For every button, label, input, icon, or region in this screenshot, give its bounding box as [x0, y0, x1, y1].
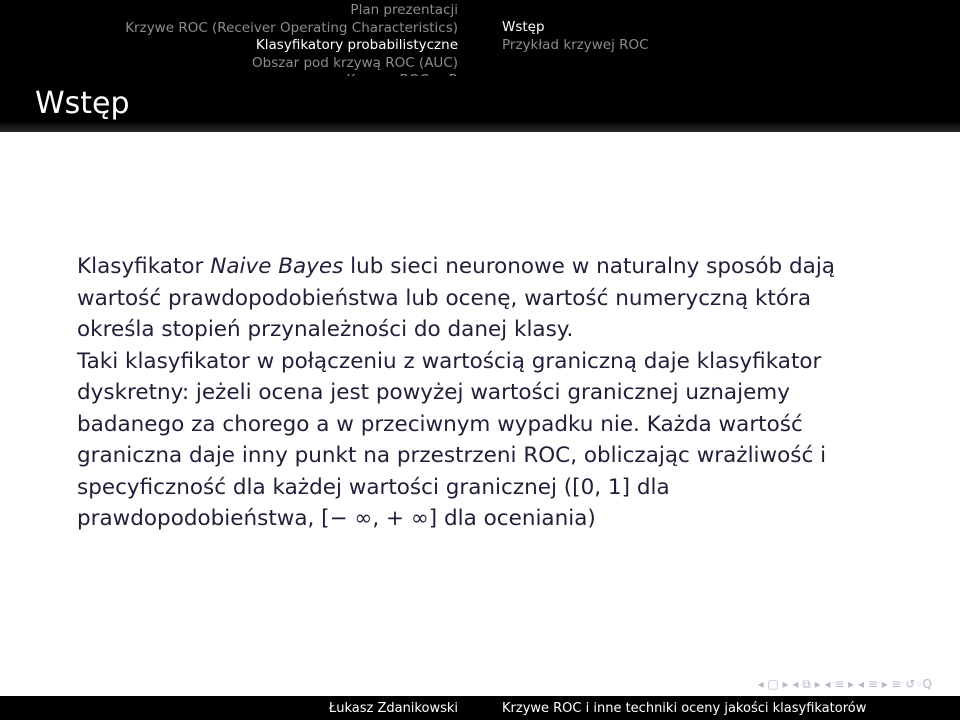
beamer-navigation-symbols[interactable]: ◂ ▢ ▸ ◂ ⧉ ▸ ◂ ≡ ▸ ◂ ≡ ▸ ≡ ↺◦Q — [757, 677, 932, 691]
nav-section-auc[interactable]: Obszar pod krzywą ROC (AUC) — [252, 54, 458, 71]
paragraph-2: Taki klasyfikator w połączeniu z wartością graniczną daje klasyfikator dyskretny: jeżeli ocena jest powyżej wartości granicznej uznajemy badanego za chorego a w przeciwnym wypadku nie. Każda wartość graniczna daje inny punkt na przestrzeni ROC, obliczając wrażliwość i specyficzność dla każdej wartości granicznej ([0, 1] dla prawdopodobieństwa, [− ∞, + ∞] dla oceniania) — [77, 348, 827, 531]
paragraph-1 — [77, 251, 877, 346]
nav-subsection-example[interactable]: Przykład krzywej ROC — [502, 36, 649, 53]
nav-section-plan[interactable]: Plan prezentacji — [350, 2, 458, 18]
section-navigation — [0, 0, 480, 76]
nav-subsection-intro[interactable]: Wstęp — [502, 19, 545, 35]
frame-title: Wstęp — [35, 86, 130, 121]
header-navigation — [0, 0, 960, 76]
paragraph-1-rest: lub sieci neuronowe w naturalny sposób dają wartość prawdopodobieństwa lub ocenę, wartość numeryczną która określa stopień przynależności do danej klasy. — [77, 254, 835, 342]
frame-title-bar — [0, 76, 960, 132]
nav-section-roc[interactable]: Krzywe ROC (Receiver Operating Characteristics) — [125, 19, 458, 36]
nav-section-probabilistic[interactable]: Klasyfikatory probabilistyczne — [255, 37, 458, 53]
paragraph-1-emphasis: Naive Bayes — [210, 254, 344, 279]
footer — [0, 696, 960, 720]
slide-content — [77, 251, 877, 535]
subsection-navigation — [480, 0, 960, 76]
paragraph-1-start: Klasyfikator — [77, 254, 211, 279]
footer-title: Krzywe ROC i inne techniki oceny jakości klasyfikatorów — [502, 700, 867, 716]
footer-author: Łukasz Zdanikowski — [328, 700, 458, 716]
